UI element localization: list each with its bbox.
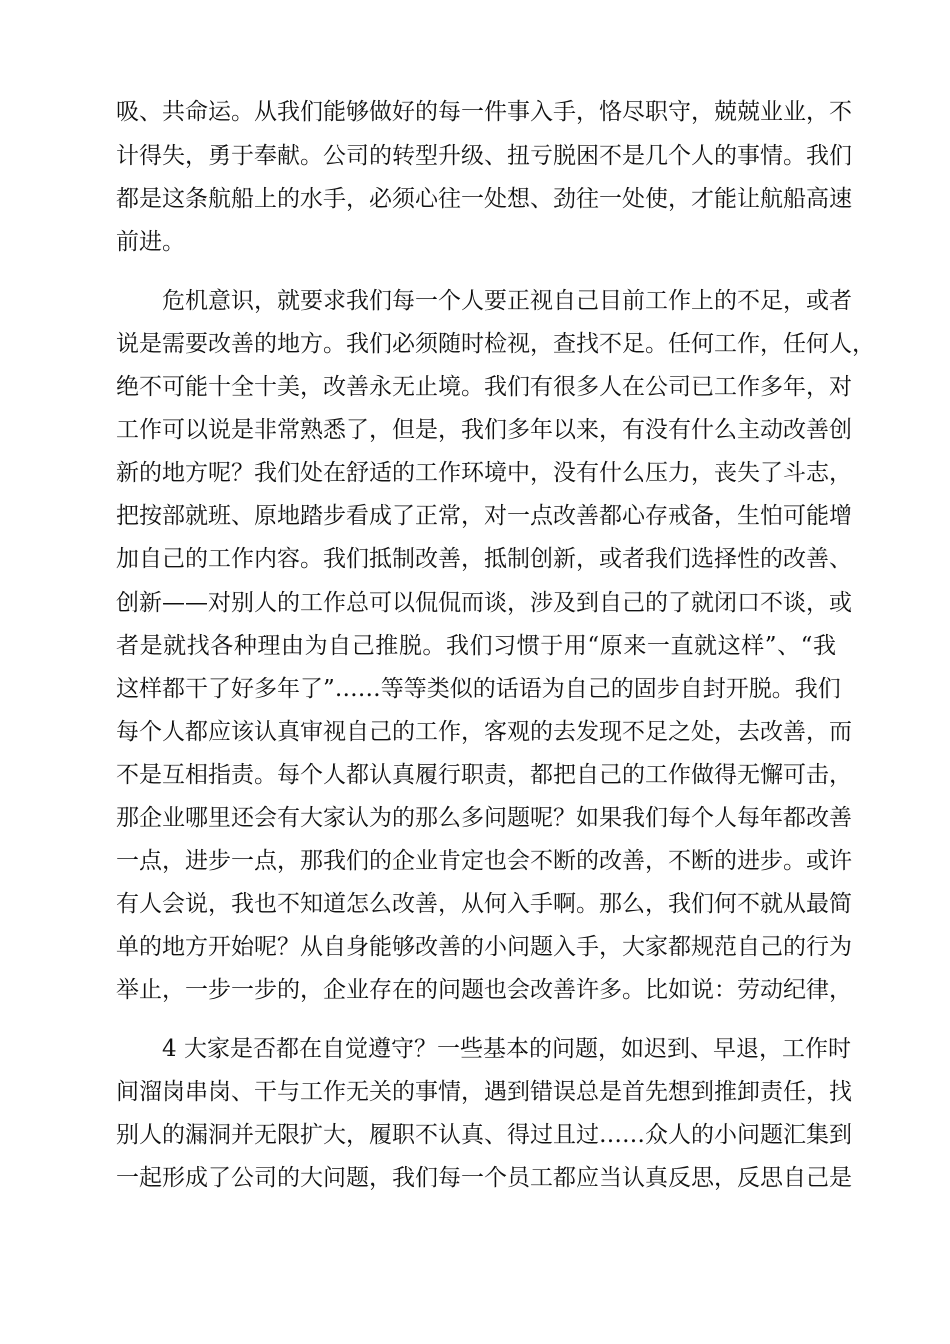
- text-line: 绝不可能十全十美，改善永无止境。我们有很多人在公司已工作多年，对: [116, 374, 852, 400]
- text-line: 加自己的工作内容。我们抵制改善，抵制创新，或者我们选择性的改善、: [116, 546, 852, 572]
- text-line: 前进。: [116, 229, 185, 255]
- text-line: 间溜岗串岗、干与工作无关的事情，遇到错误总是首先想到推卸责任，找: [116, 1079, 852, 1105]
- text-line: 那企业哪里还会有大家认为的那么多问题呢？如果我们每个人每年都改善: [116, 805, 852, 831]
- text-line: 都是这条航船上的水手，必须心往一处想、劲往一处使，才能让航船高速: [116, 186, 852, 212]
- text-line: 每个人都应该认真审视自己的工作，客观的去发现不足之处，去改善，而: [116, 719, 852, 745]
- text-line: 者是就找各种理由为自己推脱。我们习惯于用“原来一直就这样”、“我: [116, 633, 836, 659]
- text-line: 创新——对别人的工作总可以侃侃而谈，涉及到自己的了就闭口不谈，或: [116, 590, 852, 616]
- text-line: 说是需要改善的地方。我们必须随时检视，查找不足。任何工作，任何人，: [116, 331, 875, 357]
- text-line: 有人会说，我也不知道怎么改善，从何入手啊。那么，我们何不就从最简: [116, 891, 852, 917]
- text-line: 一点，进步一点，那我们的企业肯定也会不断的改善，不断的进步。或许: [116, 848, 852, 874]
- text-line: 4 大家是否都在自觉遵守？一些基本的问题，如迟到、早退，工作时: [162, 1036, 851, 1062]
- text-line: 举止，一步一步的，企业存在的问题也会改善许多。比如说：劳动纪律，: [116, 977, 852, 1003]
- text-line: 工作可以说是非常熟悉了，但是，我们多年以来，有没有什么主动改善创: [116, 417, 852, 443]
- text-line: 单的地方开始呢？从自身能够改善的小问题入手，大家都规范自己的行为: [116, 934, 852, 960]
- text-line: 吸、共命运。从我们能够做好的每一件事入手，恪尽职守，兢兢业业，不: [116, 99, 852, 125]
- text-line: 不是互相指责。每个人都认真履行职责，都把自己的工作做得无懈可击，: [116, 762, 852, 788]
- text-line: 这样都干了好多年了”……等等类似的话语为自己的固步自封开脱。我们: [116, 676, 841, 702]
- text-line: 一起形成了公司的大问题，我们每一个员工都应当认真反思，反思自己是: [116, 1165, 852, 1191]
- text-line: 新的地方呢？我们处在舒适的工作环境中，没有什么压力，丧失了斗志，: [116, 460, 852, 486]
- text-line: 把按部就班、原地踏步看成了正常，对一点改善都心存戒备，生怕可能增: [116, 503, 852, 529]
- text-line: 别人的漏洞并无限扩大，履职不认真、得过且过……众人的小问题汇集到: [116, 1122, 852, 1148]
- text-line: 计得失，勇于奉献。公司的转型升级、扭亏脱困不是几个人的事情。我们: [116, 143, 852, 169]
- text-line: 危机意识，就要求我们每一个人要正视自己目前工作上的不足，或者: [162, 288, 852, 314]
